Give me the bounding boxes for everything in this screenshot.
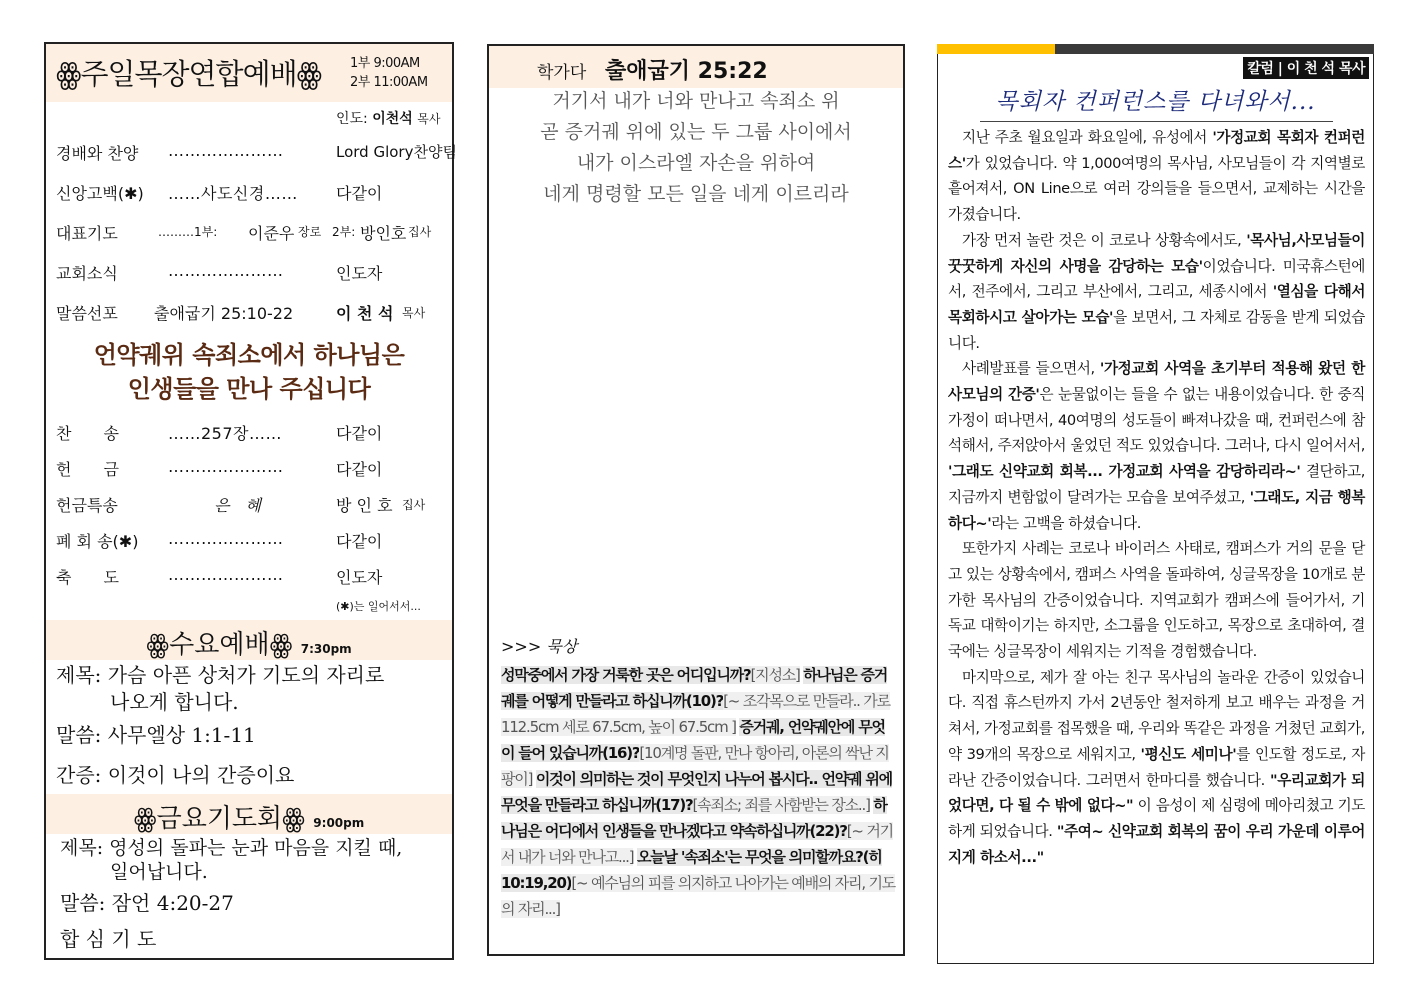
meditation-text: 성막중에서 가장 거룩한 곳은 어디입니까?[지성소] 하나님은 증거궤를 어떻게 만들라고 하십니까(10)?[~ 조각목으로 만들라.. 가로 112.5cm 세로 67.5cm, 높이 67.5cm ] 증거궤, 언약궤안에 무엇이 들어 있습니까(16)?[10계명 돌판, 만나 항아리, 아론의 싹난 지팡이] 이것이 의미하는 것이 무엇인지 나누어 봅시다.. 언약궤 위에 무엇을 만들라고 하십니까(17)?[속죄소; 죄를 사함받는 장소..] 하나님은 어디에서 인생들을 만나겠다고 약속하십니까(22)?[~ 거기서 내가 너와 만나고...] 오늘날 '속죄소'는 무엇을 의미할까요?(히 10:19,20)[~ 예수님의 피를 의지하고 나아가는 예배의 자리, 기도의 자리...] <box>501 666 896 918</box>
friday-title: ꙮ금요기도회ꙮ <box>133 804 306 834</box>
friday-scripture: 말씀: 잠언 4:20-27 <box>60 891 234 915</box>
column-title: 목회자 컨퍼런스를 다녀와서... <box>938 83 1373 116</box>
sunday-title: ꙮ주일목장연합예배ꙮ <box>56 57 322 91</box>
column-paragraph: 사례발표를 들으면서, '가정교회 사역을 초기부터 적용해 왔던 한 사모님의 간증'은 눈물없이는 들을 수 없는 내용이었습니다. 한 중직가정이 떠나면서, 40여명의 성도들이 빠져나갔을 때, 컨퍼런스에 참석해서, 주저앉아서 울었던 적도 있었습니다. 그러나, 다시 일어서서, '그래도 신약교회 회복... 가정교회 사역을 감당하리라~' 결단하고, 지금까지 변함없이 달려가는 모습을 보여주셨고, '그래도, 지금 행복하다~'라는 고백을 하셨습니다. <box>948 360 1365 532</box>
sunday-time-1: 1부 9:00AM <box>350 56 420 71</box>
sermon-message: 언약궤위 속죄소에서 하나님은 인생들을 만나 주십니다 <box>93 341 405 403</box>
verse-header <box>489 46 903 88</box>
verse-panel <box>487 44 905 956</box>
friday-time: 9:00pm <box>313 816 365 830</box>
presider: 인도: 이천석 목사 <box>336 111 441 127</box>
column-tag: 칼럼 | 이 천 석 목사 <box>1243 57 1369 79</box>
column-paragraph: 가장 먼저 놀란 것은 이 코로나 상황속에서도, '목사님,사모님들이 꿋꿋하게 자신의 사명을 감당하는 모습'이었습니다. 미국휴스턴에서, 전주에서, 그리고 부산에서, 그리고, 세종시에서 '열심을 다해서 목회하시고 살아가는 모습'을 보면서, 그 자체로 감동을 받게 되었습니다. <box>948 231 1366 352</box>
column-panel <box>937 44 1374 964</box>
column-body <box>948 125 1365 870</box>
verse-title-prefix: 학가다 <box>537 63 587 83</box>
column-paragraph: 또한가지 사례는 코로나 바이러스 사태로, 캠퍼스가 거의 문을 닫고 있는 상황속에서, 캠퍼스 사역을 돌파하여, 싱글목장을 10개로 분가한 목사님의 간증이었습니다. 지역교회가 캠퍼스에 들어가서, 기독교 대학이기는 하지만, 소그룹을 인도하고, 목장으로 초대하여, 결국에는 싱글목장이 세워지는 기적을 경험했습니다. <box>948 540 1365 661</box>
wednesday-subject: 제목: 가슴 아픈 상처가 기도의 자리로 나오게 합니다. <box>56 663 385 714</box>
worship-order-panel: ꙮ주일목장연합예배ꙮ 1부 9:00AM 2부 11:00AM 인도: 이천석 목사 경배와 찬양 ………………… Lord Glory찬양팀 신앙고백(✱) ……사도신경…… 다같이 대표기도 ………1부: 이준우 장로 2부: 방인호 집사 교회소식 ………………… 인도자 말씀선포 출애굽기 25:10-22 이 천 석 목사 언약궤위 속죄소에서 하나님은 인생들을 만나 주십니다 찬 송 ……257장…… 다같이 헌 금 ………………… 다같이 헌금특송 은 혜 방 인 호 집사 폐 회 송(✱) ………………… 다같이 축 도 ………………… 인도자 (✱)는 일어서서... ꙮ수요예배ꙮ 7:30pm 제목: 가슴 아픈 상처가 기도의 자리로 나오게 합니다. 말씀: 사무엘상 1:1-11 간증: 이것이 나의 간증이요 ꙮ금요기도회ꙮ 9:00pm 제목: 영성의 돌파는 눈과 마음을 지킬 때, 일어납니다. 말씀: 잠언 4:20-27 합 심 기 도 <box>44 42 454 960</box>
column-top-bar <box>937 44 1374 54</box>
friday-closing: 합 심 기 도 <box>60 927 157 951</box>
wednesday-time: 7:30pm <box>300 642 352 656</box>
meditation-label: >>> 묵상 <box>501 637 578 656</box>
standing-note: (✱)는 일어서서... <box>336 600 421 613</box>
column-paragraph: 마지막으로, 제가 잘 아는 친구 목사님의 놀라운 간증이 있었습니다. 직접 휴스턴까지 가서 2년동안 철저하게 보고 배우는 과정을 거쳐서, 가정교회를 접목했을 때, 우리와 똑같은 과정을 거쳤던 교회가, 약 39개의 목장으로 세워지고, '평신도 세미나'를 인도할 정도로, 자라난 간증이었습니다. 그러면서 한마디를 했습니다. "우리교회가 되었다면, 다 될 수 밖에 없다~" 이 음성이 제 심령에 메아리쳤고 기도하게 되었습니다. "주여~ 신약교회 회복의 꿈이 우리 가운데 이루어지게 하소서..." <box>948 668 1366 866</box>
wednesday-title: ꙮ수요예배ꙮ <box>146 630 293 660</box>
wednesday-scripture: 말씀: 사무엘상 1:1-11 <box>56 723 256 747</box>
friday-header <box>46 794 452 834</box>
sunday-header <box>46 44 452 102</box>
column-paragraph: 지난 주초 월요일과 화요일에, 유성에서 '가정교회 목회자 컨퍼런스'가 있었습니다. 약 1,000여명의 목사님, 사모님들이 각 지역별로 흩어져서, ON Line으로 여러 강의들을 들으면서, 교제하는 시간을 가졌습니다. <box>948 129 1365 224</box>
friday-subject: 제목: 영성의 돌파는 눈과 마음을 지킬 때, 일어납니다. <box>60 837 403 883</box>
wednesday-testimony: 간증: 이것이 나의 간증이요 <box>56 763 295 787</box>
verse-reference: 출애굽기 25:22 <box>605 59 768 84</box>
verse-text: 거기서 내가 너와 만나고 속죄소 위 곧 증거궤 위에 있는 두 그룹 사이에서 내가 이스라엘 자손을 위하여 네게 명령할 모든 일을 네게 이르리라 <box>540 90 852 205</box>
sunday-time-2: 2부 11:00AM <box>350 75 428 90</box>
wednesday-header <box>46 620 452 660</box>
sunday-times <box>350 54 428 92</box>
